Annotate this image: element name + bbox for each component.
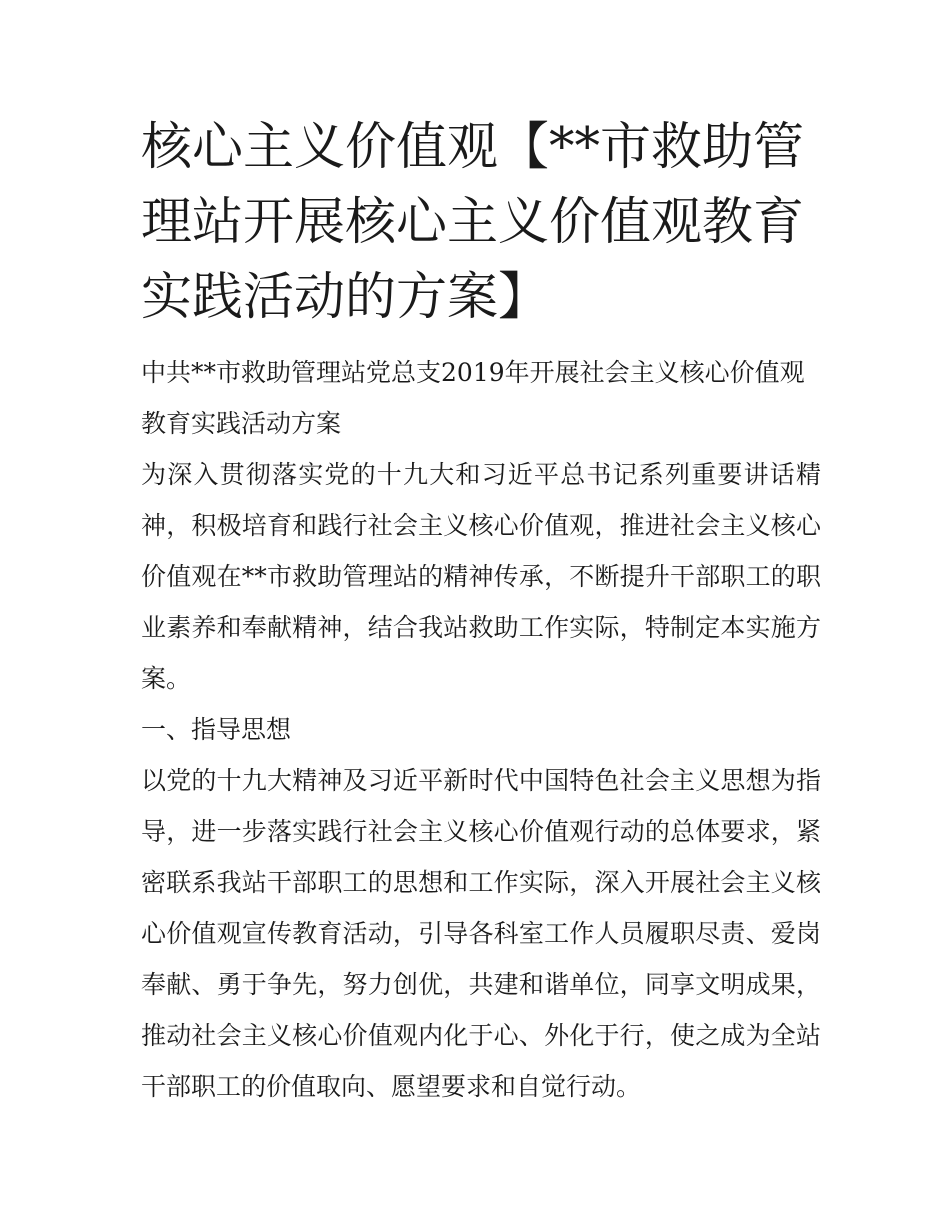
paragraph-line: 以党的十九大精神及习近平新时代中国特色社会主义思想为指 — [141, 766, 821, 795]
paragraph-line: 为深入贯彻落实党的十九大和习近平总书记系列重要讲话精 — [141, 460, 821, 489]
paragraph-line: 案。 — [141, 664, 192, 693]
paragraph-line: 神，积极培育和践行社会主义核心价值观，推进社会主义核心 — [141, 511, 821, 540]
paragraph-line: 价值观在**市救助管理站的精神传承，不断提升干部职工的职 — [141, 562, 821, 591]
paragraph-line: 业素养和奉献精神，结合我站救助工作实际，特制定本实施方 — [141, 613, 821, 642]
section-heading: 一、指导思想 — [141, 715, 292, 744]
paragraph-line: 密联系我站干部职工的思想和工作实际，深入开展社会主义核 — [141, 868, 821, 897]
paragraph-line: 奉献、勇于争先，努力创优，共建和谐单位，同享文明成果， — [141, 970, 821, 999]
title-line: 核心主义价值观【**市救助管 — [141, 118, 805, 177]
document-title — [141, 110, 821, 335]
paragraph-line: 导，进一步落实践行社会主义核心价值观行动的总体要求，紧 — [141, 817, 821, 846]
subtitle-line: 中共**市救助管理站党总支2019年开展社会主义核心价值观 — [141, 358, 805, 387]
title-line: 理站开展核心主义价值观教育 — [141, 193, 805, 252]
paragraph-line: 推动社会主义核心价值观内化于心、外化于行，使之成为全站 — [141, 1021, 821, 1050]
paragraph-line: 干部职工的价值取向、愿望要求和自觉行动。 — [141, 1072, 642, 1101]
paragraph-line: 心价值观宣传教育活动，引导各科室工作人员履职尽责、爱岗 — [141, 919, 821, 948]
subtitle-line: 教育实践活动方案 — [141, 409, 342, 438]
document-content — [141, 110, 821, 1112]
document-body — [141, 347, 821, 1112]
title-line: 实践活动的方案】 — [141, 268, 550, 327]
